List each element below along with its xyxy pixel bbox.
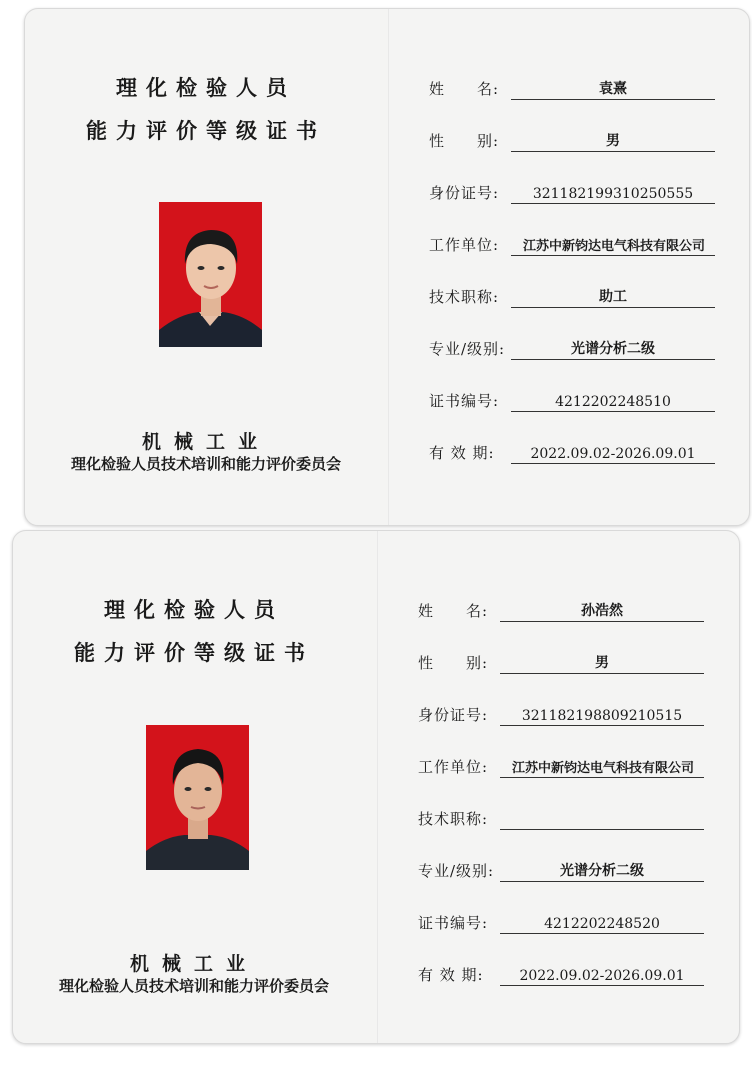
field-value: 孙浩然 — [581, 603, 623, 619]
underline — [511, 203, 715, 204]
underline — [511, 307, 715, 308]
certificate-cover-panel — [13, 531, 375, 1043]
underline — [500, 725, 704, 726]
underline — [511, 99, 715, 100]
field-value: 光谱分析二级 — [560, 863, 644, 879]
field-value: 4212202248520 — [544, 916, 660, 932]
underline — [500, 673, 704, 674]
field-label: 专业/级别: — [429, 340, 506, 358]
certificate-title-line2: 能力评价等级证书 — [86, 119, 326, 143]
field-label: 姓 名: — [429, 80, 500, 98]
certificate-cover-panel — [25, 9, 387, 525]
field-label: 技术职称: — [418, 810, 489, 828]
field-specialty-level — [380, 855, 739, 885]
field-value: 男 — [606, 133, 620, 149]
field-name — [380, 595, 739, 625]
issuer-industry: 机械工业 — [129, 953, 258, 975]
field-id-number — [391, 177, 749, 207]
field-label: 工作单位: — [418, 758, 489, 776]
field-name — [391, 73, 749, 103]
field-gender — [391, 125, 749, 155]
field-label: 身份证号: — [418, 706, 489, 724]
field-employer — [391, 229, 749, 259]
field-certificate-number — [391, 385, 749, 415]
field-value: 光谱分析二级 — [571, 341, 655, 357]
field-label: 证书编号: — [418, 914, 489, 932]
certificate-title-line1: 理化检验人员 — [104, 598, 284, 622]
issuer-committee: 理化检验人员技术培训和能力评价委员会 — [58, 977, 329, 995]
field-value: 江苏中新钧达电气科技有限公司 — [511, 761, 694, 776]
holder-photo — [159, 202, 262, 347]
field-label: 有 效 期: — [418, 966, 484, 984]
field-label: 性 别: — [429, 132, 500, 150]
field-label: 姓 名: — [418, 602, 489, 620]
field-title — [391, 281, 749, 311]
issuer-industry: 机械工业 — [141, 431, 270, 453]
underline — [511, 255, 715, 256]
field-label: 技术职称: — [429, 288, 500, 306]
holder-photo — [146, 725, 249, 870]
field-label: 身份证号: — [429, 184, 500, 202]
underline — [500, 881, 704, 882]
underline — [500, 621, 704, 622]
underline — [511, 151, 715, 152]
certificate-title-line1: 理化检验人员 — [116, 76, 296, 100]
underline — [500, 829, 704, 830]
field-value: 2022.09.02-2026.09.01 — [530, 446, 696, 462]
fold-line — [388, 9, 390, 525]
field-value: 袁熹 — [599, 81, 627, 97]
underline — [500, 777, 704, 778]
field-label: 专业/级别: — [418, 862, 495, 880]
issuer-committee: 理化检验人员技术培训和能力评价委员会 — [70, 455, 341, 473]
field-title — [380, 803, 739, 833]
underline — [500, 933, 704, 934]
underline — [500, 985, 704, 986]
field-gender — [380, 647, 739, 677]
field-label: 证书编号: — [429, 392, 500, 410]
field-label: 有 效 期: — [429, 444, 495, 462]
field-certificate-number — [380, 907, 739, 937]
field-value: 江苏中新钧达电气科技有限公司 — [522, 239, 705, 254]
field-value: 321182198809210515 — [521, 708, 683, 724]
certificate-details-panel — [380, 531, 739, 1043]
field-employer — [380, 751, 739, 781]
field-validity — [391, 437, 749, 467]
field-value: 男 — [595, 655, 609, 671]
field-value: 321182199310250555 — [532, 186, 694, 202]
field-value: 助工 — [599, 289, 627, 305]
certificate-details-panel — [391, 9, 749, 525]
fold-line — [377, 531, 379, 1043]
field-validity — [380, 959, 739, 989]
certificate-title-line2: 能力评价等级证书 — [74, 641, 314, 665]
field-value: 4212202248510 — [555, 394, 671, 410]
field-id-number — [380, 699, 739, 729]
field-value: 2022.09.02-2026.09.01 — [519, 968, 685, 984]
underline — [511, 411, 715, 412]
certificate-1 — [24, 8, 750, 526]
underline — [511, 463, 715, 464]
field-label: 性 别: — [418, 654, 489, 672]
underline — [511, 359, 715, 360]
certificate-2 — [12, 530, 740, 1044]
field-specialty-level — [391, 333, 749, 363]
field-label: 工作单位: — [429, 236, 500, 254]
